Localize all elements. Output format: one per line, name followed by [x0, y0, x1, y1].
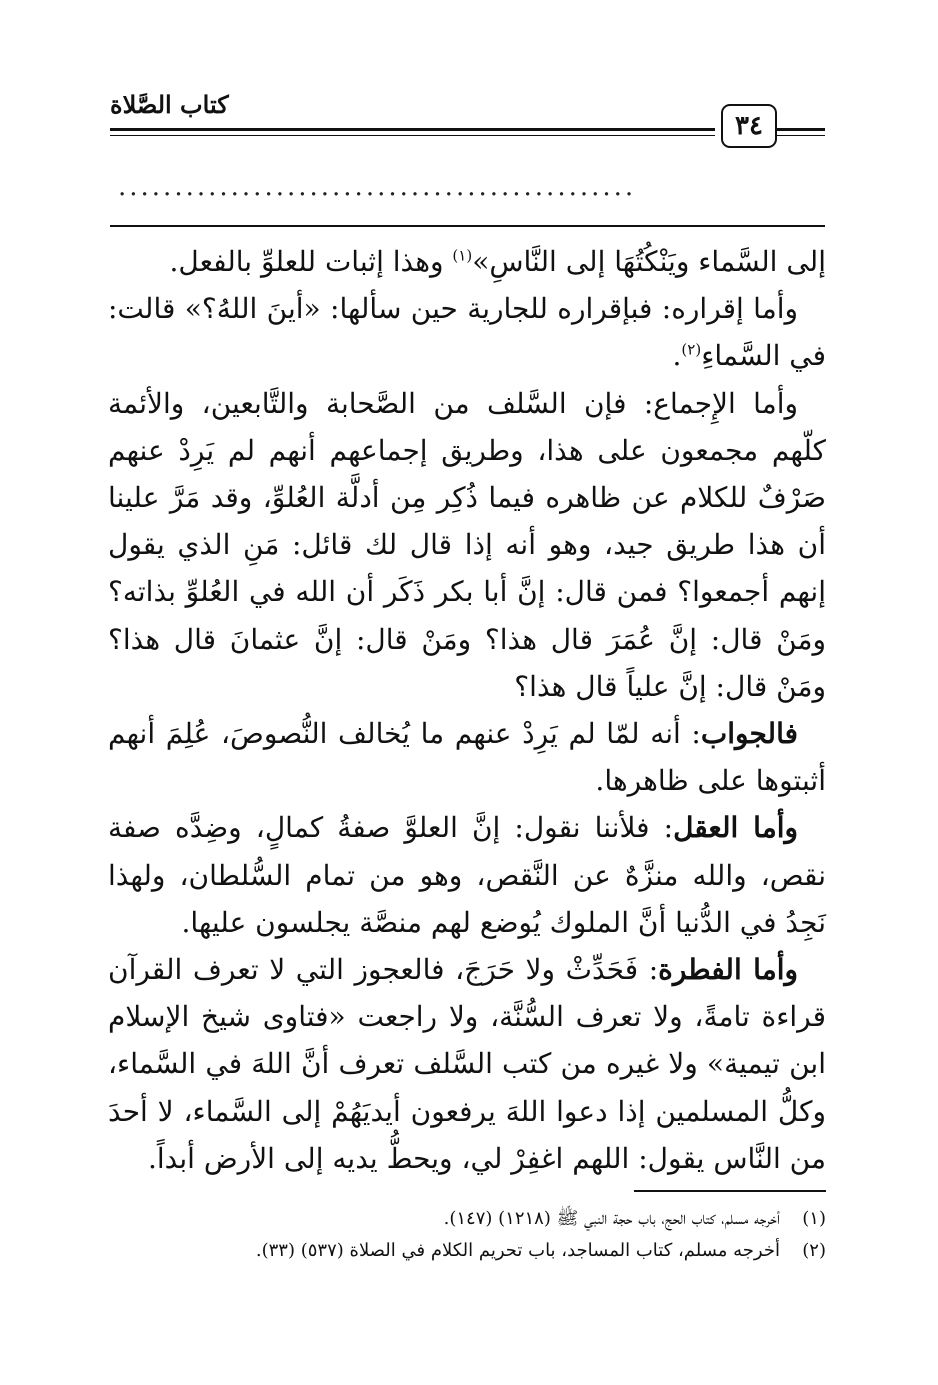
ellipsis-dots: ..............................................	[118, 172, 637, 202]
header-rule-left	[110, 128, 715, 136]
paragraph	[108, 238, 826, 285]
footnote-number: (٢)	[802, 1240, 826, 1261]
page-number: ٣٤	[721, 104, 777, 148]
paragraph	[108, 946, 826, 1182]
body-text	[108, 238, 826, 1182]
paragraph-text: وأما الإِجماع: فإن السَّلف من الصَّحابة والتَّابعين، والأئمة كلّهم مجمعون على هذا، وطريق إجماعهم أنهم لم يَرِدْ عنهم صَرْفٌ للكلام عن ظاهره فيما ذُكِر مِن أدلَّة العُلوِّ، وقد مَرَّ علينا أن هذا طريق جيد، وهو أنه إذا قال لك قائل: مَنِ الذي يقول إنهم أجمعوا؟ فمن قال: إنَّ أبا بكر ذَكَر أن الله في العُلوِّ بذاته؟ ومَنْ قال: إنَّ عُمَرَ قال هذا؟ ومَنْ قال: إنَّ عثمانَ قال هذا؟ ومَنْ قال: إنَّ علياً قال هذا؟	[108, 386, 826, 703]
bold-lead: وأما العقل	[673, 811, 799, 845]
paragraph-text: وأما إقراره: فبإقراره للجارية حين سألها: «أينَ اللهُ؟» قالت: في السَّماءِ	[108, 292, 826, 373]
paragraph-text: وهذا إثبات للعلوِّ بالفعل.	[169, 245, 453, 278]
paragraph	[108, 710, 826, 804]
paragraph-text: : فَحَدِّثْ ولا حَرَجَ، فالعجوز التي لا تعرف القرآن قراءة تامةً، ولا تعرف السُّنَّة، ولا راجعت «فتاوى شيخ الإسلام ابن تيمية» ولا غيره من كتب السَّلف تعرف أنَّ اللهَ في السَّماء، وكلُّ المسلمين إذا دعوا اللهَ يرفعون أيديَهُمْ إلى السَّماء، لا أحدَ من النَّاس يقول: اللهم اغفِرْ لي، ويحطُّ يديه إلى الأرض أبداً.	[108, 953, 826, 1175]
footnote-ref: (٢)	[681, 341, 702, 360]
page-header	[110, 88, 825, 148]
footnote-ref: (١)	[452, 246, 473, 265]
paragraph-text: : أنه لمّا لم يَرِدْ عنهم ما يُخالف النُّصوصَ، عُلِمَ أنهم أثبتوها على ظاهرها.	[108, 717, 826, 798]
footnote-text: أخرجه مسلم، كتاب المساجد، باب تحريم الكلام في الصلاة (٥٣٧) (٣٣).	[255, 1240, 780, 1261]
running-title: كتاب الصَّلاة	[110, 90, 229, 119]
paragraph-text: إلى السَّماء ويَنْكُتُهَا إلى النَّاسِ»	[472, 245, 826, 278]
paragraph-text: : فلأننا نقول: إنَّ العلوَّ صفةُ كمالٍ، وضِدَّه صفة نقص، والله منزَّهٌ عن النَّقص، وهو من تمام السُّلطان، ولهذا نَجِدُ في الدُّنيا أنَّ الملوك يُوضع لهم منصَّة يجلسون عليها.	[108, 811, 826, 939]
footnote-number: (١)	[802, 1208, 826, 1229]
footnote-rule	[634, 1190, 826, 1192]
top-rule	[110, 225, 825, 227]
paragraph	[108, 285, 826, 379]
footnote-2	[108, 1235, 826, 1267]
header-rule-right	[777, 128, 825, 136]
footnotes	[108, 1203, 826, 1267]
paragraph-text: .	[672, 339, 682, 373]
paragraph	[108, 804, 826, 946]
footnote-text: أخرجه مسلم، كتاب الحج، باب حجة النبي ﷺ (١٢١٨) (١٤٧).	[443, 1208, 780, 1229]
paragraph	[108, 380, 826, 710]
bold-lead: فالجواب	[700, 717, 798, 751]
bold-lead: وأما الفطرة	[658, 953, 799, 987]
footnote-1	[108, 1203, 826, 1235]
